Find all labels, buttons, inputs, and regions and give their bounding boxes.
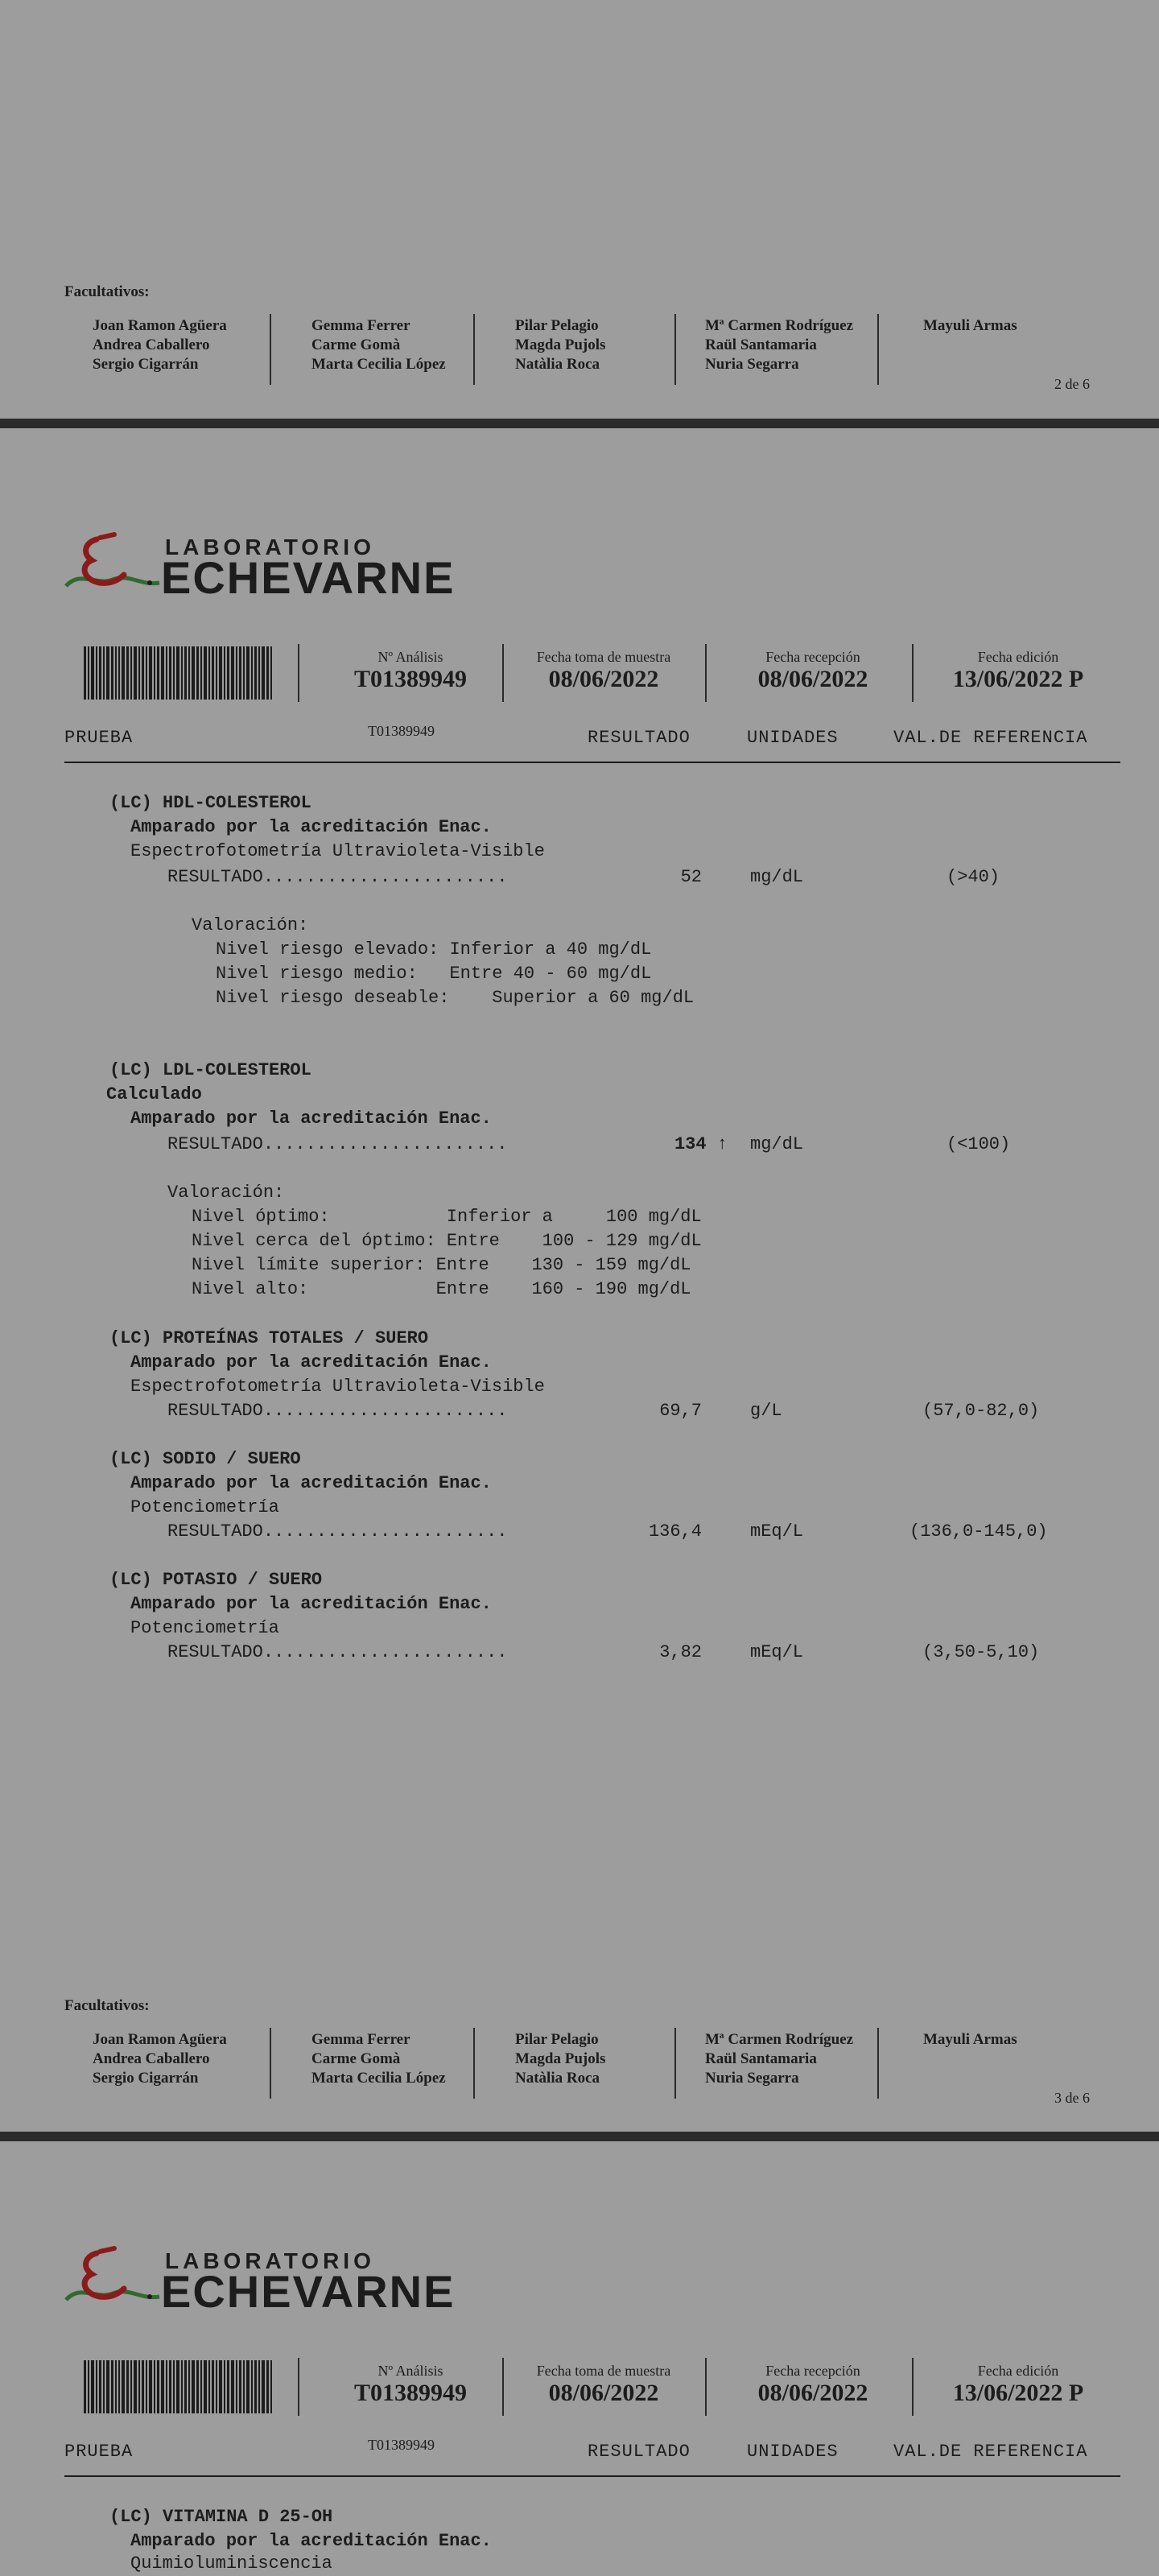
logo-title: ECHEVARNE <box>161 552 456 603</box>
header-rule <box>64 762 1120 763</box>
doctor-name: Carme Gomà <box>311 2050 401 2067</box>
doctor-name: Gemma Ferrer <box>311 317 410 334</box>
barcode <box>84 2360 299 2413</box>
doctor-name: Mª Carmen Rodríguez <box>705 317 854 334</box>
method: Espectrofotometría Ultravioleta-Visible <box>130 1377 545 1397</box>
doctor-name: Raül Santamaria <box>705 336 817 353</box>
valoracion-line: Nivel riesgo elevado: Inferior a 40 mg/dL <box>216 939 652 960</box>
column-divider <box>912 644 914 702</box>
column-divider <box>674 2028 676 2099</box>
page-separator <box>0 419 1159 428</box>
doctors-column-3 <box>515 316 605 374</box>
method: Quimioluminiscencia <box>130 2553 332 2574</box>
valoracion-line: Nivel límite superior: Entre 130 - 159 mg/dL <box>192 1255 691 1275</box>
logo-subtitle: LABORATORIO <box>165 535 375 559</box>
column-divider <box>674 314 676 385</box>
doctor-name: Magda Pujols <box>515 336 606 353</box>
column-divider <box>912 2358 914 2416</box>
sample-date <box>515 2363 692 2407</box>
accreditation-note: Amparado por la acreditación Enac. <box>130 1108 492 1129</box>
analysis-number <box>338 2363 483 2407</box>
doctors-column-1 <box>93 2030 227 2088</box>
test-title: (LC) PROTEÍNAS TOTALES / SUERO <box>109 1328 429 1348</box>
column-divider <box>298 2358 299 2416</box>
doctor-name: Carme Gomà <box>311 336 401 353</box>
column-divider <box>270 314 271 385</box>
column-header-resultado: RESULTADO <box>588 728 691 748</box>
reference-range: (136,0-145,0) <box>909 1521 1048 1542</box>
method: Potenciometría <box>130 1618 279 1638</box>
test-title: (LC) VITAMINA D 25-OH <box>109 2507 333 2527</box>
column-header-resultado: RESULTADO <box>588 2442 691 2462</box>
column-header-referencia: VAL.DE REFERENCIA <box>893 2442 1088 2462</box>
logo-title: ECHEVARNE <box>161 2266 456 2317</box>
result-label: RESULTADO....................... <box>167 867 508 887</box>
test-title: (LC) LDL-COLESTEROL <box>109 1060 311 1080</box>
result-unit: g/L <box>750 1401 782 1421</box>
valoracion-line: Nivel cerca del óptimo: Entre 100 - 129 mg/dL <box>192 1231 702 1251</box>
edition-date-label: Fecha edición <box>977 649 1059 665</box>
lab-logo-icon <box>64 530 161 594</box>
column-divider <box>270 2028 271 2099</box>
result-label: RESULTADO....................... <box>167 1401 508 1421</box>
doctors-column-1 <box>93 316 227 374</box>
test-title: (LC) SODIO / SUERO <box>109 1449 301 1469</box>
doctor-name: Andrea Caballero <box>93 336 210 353</box>
method: Espectrofotometría Ultravioleta-Visible <box>130 841 545 861</box>
analysis-value: T01389949 <box>353 2380 467 2406</box>
column-divider <box>877 314 879 385</box>
header-rule <box>64 2475 1120 2477</box>
reference-range: (57,0-82,0) <box>922 1401 1040 1421</box>
doctor-name: Joan Ramon Agüera <box>93 2031 227 2048</box>
column-divider <box>502 2358 504 2416</box>
barcode-text: T01389949 <box>368 723 435 739</box>
result-value: 52 <box>680 867 702 887</box>
analysis-label: Nº Análisis <box>377 2363 443 2379</box>
doctors-column-5 <box>923 2030 1017 2050</box>
doctor-name: Natàlia Roca <box>515 2070 600 2087</box>
column-divider <box>877 2028 879 2099</box>
edition-date-value: 13/06/2022 P <box>952 2380 1084 2406</box>
accreditation-note: Amparado por la acreditación Enac. <box>130 817 492 837</box>
reception-date-label: Fecha recepción <box>765 649 860 665</box>
edition-date <box>934 649 1103 693</box>
doctor-name: Mª Carmen Rodríguez <box>705 2031 854 2048</box>
sample-date <box>515 649 692 693</box>
edition-date <box>934 2363 1103 2407</box>
result-unit: mg/dL <box>750 1134 804 1154</box>
valoracion-line: Nivel riesgo medio: Entre 40 - 60 mg/dL <box>216 964 652 984</box>
column-divider <box>705 2358 707 2416</box>
lab-logo-icon <box>64 2244 161 2308</box>
sample-date-value: 08/06/2022 <box>548 2380 659 2406</box>
column-divider <box>705 644 707 702</box>
valoracion-line: Nivel alto: Entre 160 - 190 mg/dL <box>192 1279 691 1299</box>
doctor-name: Nuria Segarra <box>705 356 799 373</box>
doctor-name: Sergio Cigarrán <box>93 2070 199 2087</box>
result-label: RESULTADO....................... <box>167 1134 508 1154</box>
edition-date-value: 13/06/2022 P <box>952 666 1084 692</box>
doctor-name: Marta Cecilia López <box>311 2070 446 2087</box>
facultativos-title: Facultativos: <box>64 1997 150 2014</box>
doctor-name: Raül Santamaria <box>705 2050 817 2067</box>
doctor-name: Gemma Ferrer <box>311 2031 410 2048</box>
accreditation-note: Amparado por la acreditación Enac. <box>130 1473 492 1493</box>
page-number: 2 de 6 <box>1054 376 1090 392</box>
analysis-value: T01389949 <box>353 666 467 692</box>
doctor-name: Pilar Pelagio <box>515 317 599 334</box>
reception-date-value: 08/06/2022 <box>757 2380 868 2406</box>
doctor-name: Marta Cecilia López <box>311 356 446 373</box>
column-divider <box>473 314 475 385</box>
column-header-referencia: VAL.DE REFERENCIA <box>893 728 1088 748</box>
result-value: 69,7 <box>659 1401 702 1421</box>
logo-subtitle: LABORATORIO <box>165 2248 375 2273</box>
sample-date-value: 08/06/2022 <box>548 666 659 692</box>
accreditation-note: Amparado por la acreditación Enac. <box>130 1594 492 1614</box>
valoracion-line: Nivel óptimo: Inferior a 100 mg/dL <box>192 1207 702 1227</box>
column-header-prueba: PRUEBA <box>64 728 134 748</box>
result-value: 3,82 <box>659 1642 702 1662</box>
valoracion-title: Valoración: <box>167 1183 285 1203</box>
column-header-unidades: UNIDADES <box>747 2442 839 2462</box>
doctor-name: Mayuli Armas <box>923 317 1017 334</box>
doctor-name: Joan Ramon Agüera <box>93 317 227 334</box>
result-label: RESULTADO....................... <box>167 1521 508 1542</box>
page-separator <box>0 2132 1159 2141</box>
column-divider <box>502 644 504 702</box>
sample-date-label: Fecha toma de muestra <box>536 649 671 665</box>
accreditation-note: Amparado por la acreditación Enac. <box>130 2531 492 2551</box>
reference-range: (<100) <box>947 1134 1011 1154</box>
doctor-name: Sergio Cigarrán <box>93 356 199 373</box>
barcode <box>84 646 299 700</box>
reception-date-value: 08/06/2022 <box>757 666 868 692</box>
accreditation-note: Amparado por la acreditación Enac. <box>130 1352 492 1373</box>
reception-date-label: Fecha recepción <box>765 2363 860 2379</box>
test-title: (LC) POTASIO / SUERO <box>109 1570 323 1590</box>
doctor-name: Natàlia Roca <box>515 356 600 373</box>
edition-date-label: Fecha edición <box>977 2363 1059 2379</box>
result-unit: mEq/L <box>750 1642 804 1662</box>
column-divider <box>298 644 299 702</box>
reference-range: (3,50-5,10) <box>922 1642 1040 1662</box>
sample-date-label: Fecha toma de muestra <box>536 2363 671 2379</box>
analysis-number <box>338 649 483 693</box>
doctor-name: Pilar Pelagio <box>515 2031 599 2048</box>
result-value-high: 134 ↑ <box>674 1134 728 1154</box>
doctors-column-4 <box>705 316 853 374</box>
result-unit: mEq/L <box>750 1521 804 1542</box>
doctors-column-5 <box>923 316 1017 336</box>
column-header-prueba: PRUEBA <box>64 2442 134 2462</box>
valoracion-title: Valoración: <box>192 915 309 935</box>
doctor-name: Andrea Caballero <box>93 2050 210 2067</box>
doctor-name: Magda Pujols <box>515 2050 606 2067</box>
doctors-column-2 <box>311 316 446 374</box>
reception-date <box>732 2363 893 2407</box>
method: Potenciometría <box>130 1497 279 1517</box>
result-unit: mg/dL <box>750 867 804 887</box>
doctor-name: Nuria Segarra <box>705 2070 799 2087</box>
analysis-label: Nº Análisis <box>377 649 443 665</box>
column-divider <box>473 2028 475 2099</box>
result-label: RESULTADO....................... <box>167 1642 508 1662</box>
column-header-unidades: UNIDADES <box>747 728 839 748</box>
facultativos-title: Facultativos: <box>64 283 150 300</box>
doctors-column-2 <box>311 2030 446 2088</box>
test-title: (LC) HDL-COLESTEROL <box>109 793 311 813</box>
doctors-column-3 <box>515 2030 605 2088</box>
result-value: 136,4 <box>648 1521 702 1542</box>
calculation-note: Calculado <box>106 1084 202 1104</box>
reference-range: (>40) <box>947 867 1000 887</box>
barcode-text: T01389949 <box>368 2437 435 2453</box>
doctor-name: Mayuli Armas <box>923 2031 1017 2048</box>
valoracion-line: Nivel riesgo deseable: Superior a 60 mg/dL <box>216 988 695 1008</box>
reception-date <box>732 649 893 693</box>
doctors-column-4 <box>705 2030 853 2088</box>
page-number: 3 de 6 <box>1054 2090 1090 2106</box>
